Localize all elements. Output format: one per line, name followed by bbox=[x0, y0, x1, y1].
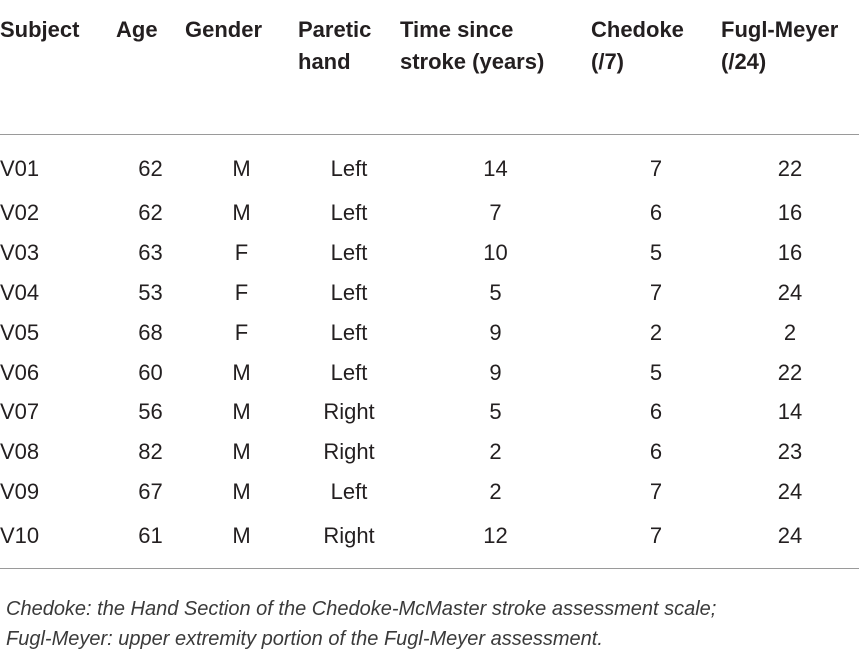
cell-age: 62 bbox=[138, 156, 163, 181]
cell-fugl-meyer: 22 bbox=[777, 156, 803, 181]
cell-age: 62 bbox=[138, 200, 163, 226]
cell-subject: V07 bbox=[0, 399, 40, 425]
header-paretic-hand-line1: Paretic bbox=[298, 17, 372, 42]
cell-paretic-hand: Right bbox=[323, 522, 375, 548]
cell-chedoke: 6 bbox=[649, 399, 663, 425]
header-paretic-hand bbox=[298, 0, 400, 134]
cell-paretic-hand: Right bbox=[323, 439, 375, 465]
cell-fugl-meyer: 2 bbox=[783, 319, 797, 345]
cell-age: 60 bbox=[138, 359, 163, 385]
header-time-since-stroke-line2: stroke (years) bbox=[400, 49, 545, 74]
cell-time-since-stroke: 14 bbox=[483, 156, 508, 181]
footnote-line-chedoke: Chedoke: the Hand Section of the Chedoke-McMaster stroke assessment scale; bbox=[6, 598, 717, 620]
cell-fugl-meyer: 24 bbox=[777, 478, 803, 504]
cell-fugl-meyer: 22 bbox=[777, 359, 803, 385]
cell-fugl-meyer: 16 bbox=[777, 200, 803, 226]
cell-subject: V06 bbox=[0, 359, 40, 385]
table-row bbox=[0, 194, 859, 234]
cell-chedoke: 7 bbox=[649, 156, 663, 181]
table-header bbox=[0, 0, 859, 134]
cell-paretic-hand: Left bbox=[330, 279, 368, 305]
cell-gender: M bbox=[232, 156, 251, 181]
cell-age: 53 bbox=[138, 279, 163, 305]
cell-time-since-stroke: 5 bbox=[489, 399, 502, 425]
cell-gender: M bbox=[232, 399, 251, 425]
cell-gender: F bbox=[234, 319, 249, 345]
cell-time-since-stroke: 7 bbox=[489, 200, 502, 226]
table-row bbox=[0, 392, 859, 432]
table-row bbox=[0, 313, 859, 353]
table-row bbox=[0, 233, 859, 273]
cell-chedoke: 7 bbox=[649, 478, 663, 504]
footnote-line-fugl-meyer: Fugl-Meyer: upper extremity portion of the Fugl-Meyer assessment. bbox=[6, 628, 603, 650]
cell-age: 61 bbox=[138, 522, 163, 548]
cell-paretic-hand: Right bbox=[323, 399, 375, 425]
header-fugl-meyer bbox=[721, 0, 859, 134]
cell-gender: M bbox=[232, 359, 251, 385]
table-row bbox=[0, 432, 859, 472]
header-chedoke-line2: (/7) bbox=[591, 49, 624, 74]
cell-time-since-stroke: 9 bbox=[489, 319, 502, 345]
cell-subject: V08 bbox=[0, 439, 40, 465]
cell-time-since-stroke: 9 bbox=[489, 359, 502, 385]
cell-age: 68 bbox=[138, 319, 163, 345]
cell-fugl-meyer: 23 bbox=[777, 439, 803, 465]
header-time-since-stroke-line1: Time since bbox=[400, 17, 514, 42]
cell-paretic-hand: Left bbox=[330, 200, 368, 226]
header-row bbox=[0, 0, 859, 134]
cell-subject: V04 bbox=[0, 279, 40, 305]
cell-gender: M bbox=[232, 522, 251, 548]
header-chedoke-line1: Chedoke bbox=[591, 17, 684, 42]
table-row bbox=[0, 353, 859, 393]
cell-time-since-stroke: 2 bbox=[489, 439, 502, 465]
table-body bbox=[0, 134, 859, 568]
cell-paretic-hand: Left bbox=[330, 359, 368, 385]
cell-gender: M bbox=[232, 200, 251, 226]
table-row bbox=[0, 472, 859, 512]
cell-subject: V03 bbox=[0, 240, 40, 266]
header-age bbox=[116, 0, 185, 134]
cell-fugl-meyer: 24 bbox=[777, 522, 803, 548]
table-footnote bbox=[0, 594, 859, 654]
header-time-since-stroke bbox=[400, 0, 591, 134]
cell-paretic-hand: Left bbox=[330, 319, 368, 345]
header-subject-line1: Subject bbox=[0, 17, 80, 42]
cell-subject: V02 bbox=[0, 200, 40, 226]
cell-chedoke: 5 bbox=[649, 240, 663, 266]
cell-chedoke: 6 bbox=[649, 200, 663, 226]
cell-age: 67 bbox=[138, 478, 163, 504]
cell-time-since-stroke: 2 bbox=[489, 478, 502, 504]
header-chedoke bbox=[591, 0, 721, 134]
cell-paretic-hand: Left bbox=[330, 478, 368, 504]
header-paretic-hand-line2: hand bbox=[298, 49, 351, 74]
table-row bbox=[0, 134, 859, 194]
table-row bbox=[0, 512, 859, 569]
cell-age: 82 bbox=[138, 439, 163, 465]
header-gender-line1: Gender bbox=[185, 17, 263, 42]
header-gender bbox=[185, 0, 298, 134]
cell-chedoke: 7 bbox=[649, 279, 663, 305]
header-subject bbox=[0, 0, 116, 134]
cell-gender: M bbox=[232, 439, 251, 465]
table-row bbox=[0, 273, 859, 313]
header-age-line1: Age bbox=[116, 17, 158, 42]
cell-time-since-stroke: 12 bbox=[483, 522, 508, 548]
header-fugl-meyer-line2: (/24) bbox=[721, 49, 767, 74]
cell-age: 63 bbox=[138, 240, 163, 266]
cell-chedoke: 6 bbox=[649, 439, 663, 465]
cell-fugl-meyer: 16 bbox=[777, 240, 803, 266]
header-fugl-meyer-line1: Fugl-Meyer bbox=[721, 17, 839, 42]
cell-paretic-hand: Left bbox=[330, 156, 368, 181]
cell-chedoke: 7 bbox=[649, 522, 663, 548]
cell-fugl-meyer: 24 bbox=[777, 279, 803, 305]
cell-paretic-hand: Left bbox=[330, 240, 368, 266]
cell-gender: F bbox=[234, 279, 249, 305]
cell-gender: M bbox=[232, 478, 251, 504]
cell-chedoke: 2 bbox=[649, 319, 663, 345]
cell-time-since-stroke: 5 bbox=[489, 279, 502, 305]
cell-chedoke: 5 bbox=[649, 359, 663, 385]
cell-gender: F bbox=[234, 240, 249, 266]
cell-subject: V10 bbox=[0, 522, 40, 548]
cell-fugl-meyer: 14 bbox=[777, 399, 803, 425]
cell-age: 56 bbox=[138, 399, 163, 425]
cell-time-since-stroke: 10 bbox=[483, 240, 508, 266]
cell-subject: V05 bbox=[0, 319, 40, 345]
cell-subject: V01 bbox=[0, 156, 40, 181]
cell-subject: V09 bbox=[0, 478, 40, 504]
